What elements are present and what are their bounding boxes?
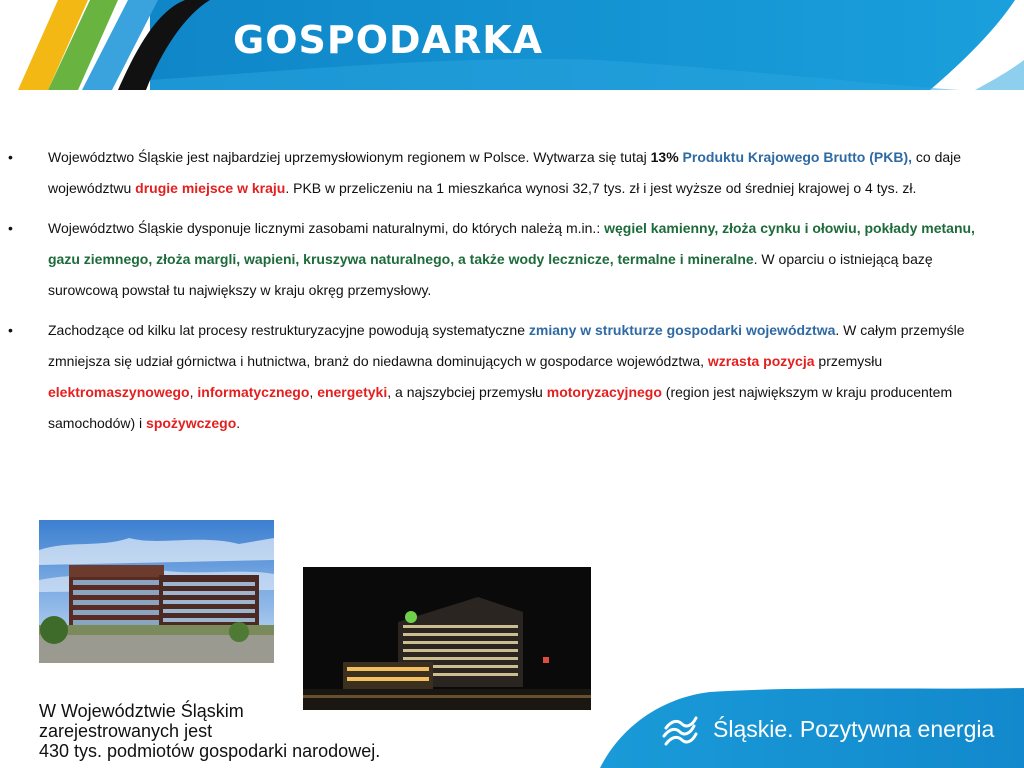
highlighted-phrase: informatycznego (197, 384, 310, 400)
caption-line: 430 tys. podmiotów gospodarki narodowej. (39, 741, 381, 761)
highlighted-phrase: węgiel kamienny, złoża cynku i ołowiu, pokłady metanu, gazu ziemnego, złoża margli, wapieni, kruszywa naturalnego, a także wody lecznicze, termalne i mineralne (48, 220, 975, 267)
highlighted-phrase: wzrasta pozycja (707, 353, 815, 369)
header-banner (0, 0, 1024, 90)
bullet-text-segment: . W oparciu o istniejącą bazę surowcową powstał tu największy w kraju okręg przemysłowy. (48, 251, 933, 298)
bullet-text-segment: przemysłu (814, 353, 883, 369)
bullet-text-segment: , (189, 384, 198, 400)
bullet-text-segment: Województwo Śląskie dysponuje licznymi zasobami naturalnymi, do których należą m.in.: (48, 220, 605, 236)
highlighted-phrase: spożywczego (146, 415, 237, 431)
caption-line: zarejestrowanych jest (39, 721, 213, 741)
highlighted-phrase: elektromaszynowego (48, 384, 190, 400)
bullet-text-segment: Województwo Śląskie jest najbardziej uprzemysłowionym regionem w Polsce. Wytwarza się tutaj (48, 149, 651, 165)
bullet-text-segment: . (236, 415, 241, 431)
footer-brand: Śląskie. (713, 716, 794, 742)
highlighted-phrase: energetyki (317, 384, 388, 400)
slaskie-wave-icon (660, 712, 704, 752)
photo-night-building (303, 567, 591, 710)
highlighted-phrase: 13% (650, 149, 679, 165)
bullet-marker: • (8, 322, 13, 338)
bullet-text-segment: Zachodzące od kilku lat procesy restrukturyzacyjne powodują systematyczne (48, 322, 529, 338)
bullet-text-segment: , a najszybciej przemysłu (387, 384, 547, 400)
photo-daytime-building (39, 520, 274, 663)
highlighted-phrase: drugie miejsce w kraju (135, 180, 286, 196)
footer-slogan-text: Pozytywna energia (793, 716, 995, 742)
caption-line: W Województwie Śląskim (39, 701, 244, 721)
bullet-paragraph (0, 315, 983, 439)
bullet-text-segment: co daje województwu (48, 149, 962, 196)
bullet-text (48, 149, 961, 196)
highlighted-phrase: zmiany w strukturze gospodarki województwa (528, 322, 836, 338)
caption-text (39, 701, 459, 761)
bullet-text-segment: . PKB w przeliczeniu na 1 mieszkańca wynosi 32,7 tys. zł i jest wyższe od średniej krajowej o 4 tys. zł. (285, 180, 917, 196)
bullet-text-segment: (region jest największym w kraju producentem samochodów) i (48, 384, 953, 431)
bullet-paragraph (0, 213, 983, 306)
highlighted-phrase: Produktu Krajowego Brutto (PKB), (678, 149, 912, 165)
page-title: GOSPODARKA (233, 18, 544, 62)
highlighted-phrase: motoryzacyjnego (546, 384, 662, 400)
bullet-paragraph (0, 142, 983, 204)
night-office-tower-photo (303, 567, 591, 710)
bullet-marker: • (8, 220, 13, 236)
footer-slogan (713, 716, 994, 743)
bullet-text-segment: . W całym przemyśle zmniejsza się udział górnictwa i hutnictwa, branż do niedawna dominujących w gospodarce województwa, (48, 322, 965, 369)
bullet-marker: • (8, 149, 13, 165)
office-building-photo (39, 520, 274, 663)
bullet-text-segment: , (309, 384, 318, 400)
content-area (0, 142, 1000, 448)
bullet-text (48, 220, 975, 298)
bullet-text (48, 322, 965, 431)
